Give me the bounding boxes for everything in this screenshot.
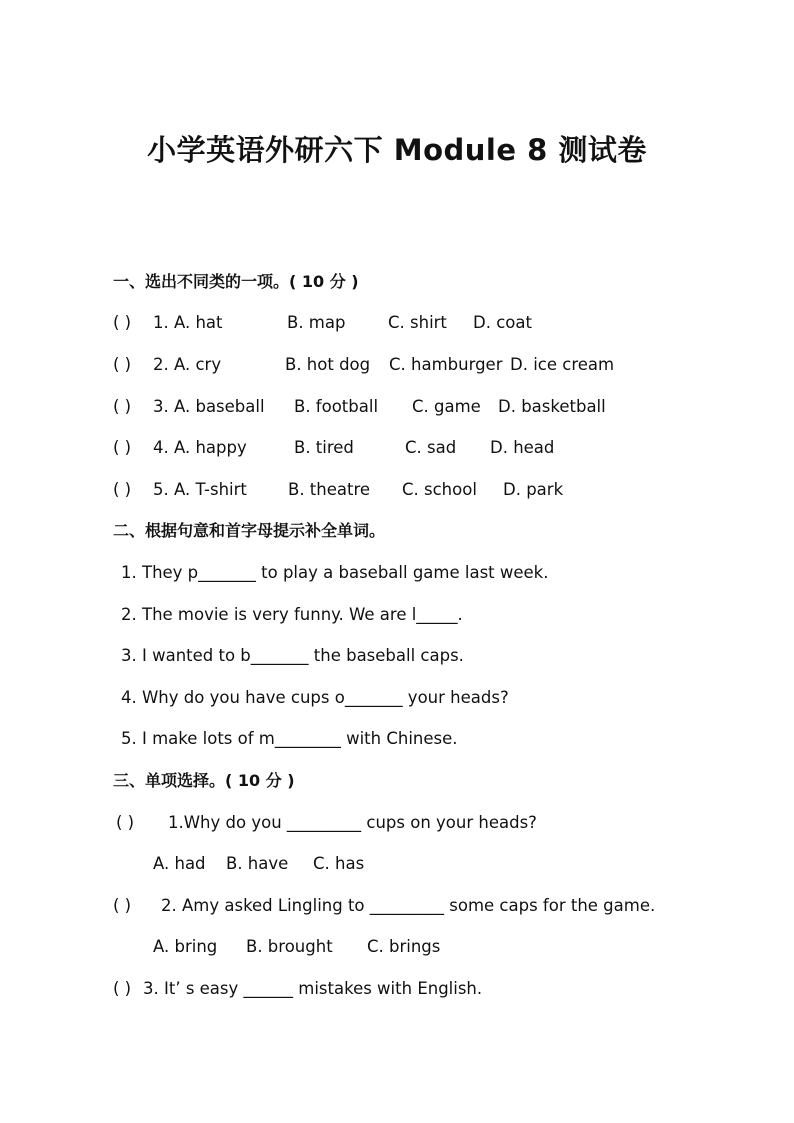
option-c: C. hamburger — [389, 355, 503, 374]
section2-heading: 二、根据句意和首字母提示补全单词。 — [113, 521, 386, 540]
option-b: B. football — [294, 397, 379, 416]
option-b: B. brought — [246, 937, 333, 956]
question-text: 1.Why do you _________ cups on your heads? — [168, 813, 537, 832]
section1-item-4 — [113, 438, 733, 458]
option-a: A. bring — [153, 937, 218, 956]
section1-item-5 — [113, 480, 733, 500]
option-d: D. ice cream — [510, 355, 615, 374]
section3-question-2 — [113, 896, 753, 916]
option-b: B. have — [226, 854, 289, 873]
page-title: 小学英语外研六下 Module 8 测试卷 — [147, 133, 647, 167]
option-b: B. theatre — [288, 480, 371, 499]
option-d: D. head — [490, 438, 555, 457]
option-c: C. sad — [405, 438, 457, 457]
option-a: 1. A. hat — [153, 313, 223, 332]
option-a: A. had — [153, 854, 206, 873]
option-a: 5. A. T-shirt — [153, 480, 247, 499]
answer-paren: ( ) — [113, 979, 132, 998]
question-text: 3. It’ s easy ______ mistakes with English. — [143, 979, 483, 998]
option-c: C. school — [402, 480, 477, 499]
option-c: C. shirt — [388, 313, 447, 332]
section3-question-2-options — [153, 937, 553, 957]
section1-item-3 — [113, 397, 733, 417]
option-b: B. map — [287, 313, 346, 332]
option-d: D. basketball — [498, 397, 606, 416]
section3-question-1 — [116, 813, 736, 833]
section2-item-5: 5. I make lots of m________ with Chinese. — [121, 729, 458, 748]
option-a: 3. A. baseball — [153, 397, 265, 416]
section1-item-2 — [113, 355, 733, 375]
answer-paren: ( ) — [116, 813, 135, 832]
question-text: 2. Amy asked Lingling to _________ some caps for the game. — [161, 896, 656, 915]
option-c: C. brings — [367, 937, 441, 956]
section1-heading: 一、选出不同类的一项。( 10 分 ) — [113, 272, 359, 291]
answer-paren: ( ) — [113, 313, 132, 332]
option-d: D. coat — [473, 313, 532, 332]
answer-paren: ( ) — [113, 397, 132, 416]
section3-question-3 — [113, 979, 733, 999]
option-d: D. park — [503, 480, 564, 499]
option-a: 2. A. cry — [153, 355, 222, 374]
option-c: C. has — [313, 854, 365, 873]
section2-item-1: 1. They p_______ to play a baseball game last week. — [121, 563, 549, 582]
option-b: B. hot dog — [285, 355, 371, 374]
option-c: C. game — [412, 397, 481, 416]
section2-item-4: 4. Why do you have cups o_______ your heads? — [121, 688, 509, 707]
answer-paren: ( ) — [113, 896, 132, 915]
section2-item-2: 2. The movie is very funny. We are l_____. — [121, 605, 463, 624]
answer-paren: ( ) — [113, 355, 132, 374]
option-b: B. tired — [294, 438, 354, 457]
section2-item-3: 3. I wanted to b_______ the baseball caps. — [121, 646, 464, 665]
answer-paren: ( ) — [113, 480, 132, 499]
section1-item-1 — [113, 313, 733, 333]
answer-paren: ( ) — [113, 438, 132, 457]
option-a: 4. A. happy — [153, 438, 247, 457]
section3-heading: 三、单项选择。( 10 分 ) — [113, 771, 295, 790]
section3-question-1-options — [153, 854, 553, 874]
